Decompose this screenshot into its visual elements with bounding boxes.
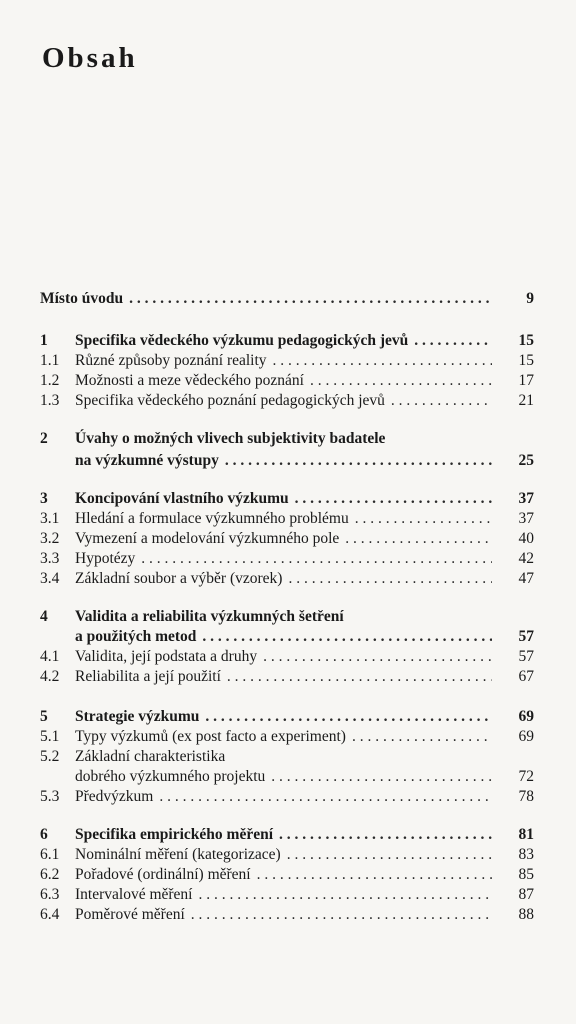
toc-entry-number: 5	[40, 708, 48, 725]
toc-entry-title: Základní soubor a výběr (vzorek)	[75, 570, 283, 587]
toc-entry-text-wrap	[75, 607, 536, 627]
toc-entry-number: 4	[40, 608, 48, 625]
toc-entry-page-number: 25	[518, 452, 534, 469]
toc-entry-number: 6	[40, 826, 48, 843]
toc-entry-number: 1.1	[40, 352, 60, 369]
toc-entry-number: 6.1	[40, 846, 60, 863]
dot-leader	[191, 905, 492, 925]
toc-entry	[0, 331, 576, 351]
toc-entry-text-wrap	[75, 905, 498, 925]
dot-leader	[273, 351, 492, 371]
toc-entry-page-number: 78	[518, 788, 534, 805]
toc-entry-number: 6.2	[40, 866, 60, 883]
toc-entry	[0, 351, 576, 371]
dot-leader	[257, 865, 492, 885]
toc-entry-title: na výzkumné výstupy	[75, 452, 219, 469]
toc-entry-number: 1	[40, 332, 48, 349]
toc-entry-text-wrap	[75, 787, 498, 807]
toc-entry-text-wrap	[75, 451, 498, 471]
toc-entry-page-number: 47	[518, 570, 534, 587]
dot-leader	[287, 845, 492, 865]
toc-entry-title: a použitých metod	[75, 628, 197, 645]
toc-entry-title: Hledání a formulace výzkumného problému	[75, 510, 349, 527]
toc-entry-text-wrap	[75, 845, 498, 865]
toc-entry-page-number: 69	[518, 728, 534, 745]
toc-entry-title: Vymezení a modelování výzkumného pole	[75, 530, 340, 547]
dot-leader	[205, 707, 492, 727]
toc-entry-page-number: 15	[518, 332, 534, 349]
toc-entry-number: 1.3	[40, 392, 60, 409]
toc-entry-number: 5.1	[40, 728, 60, 745]
toc-entry-text-wrap	[75, 509, 498, 529]
toc-entry	[0, 787, 576, 807]
toc-entry-title: Základní charakteristika	[75, 748, 226, 765]
toc-entry	[0, 429, 576, 449]
toc-entry	[0, 647, 576, 667]
toc-entry-number: 2	[40, 430, 48, 447]
toc-entry-text-wrap	[75, 489, 498, 509]
toc-entry-text-wrap	[75, 767, 498, 787]
toc-entry-title: Specifika vědeckého poznání pedagogických jevů	[75, 392, 385, 409]
dot-leader	[159, 787, 492, 807]
toc-entry	[0, 727, 576, 747]
dot-leader	[414, 331, 492, 351]
toc-entry-title: Předvýzkum	[75, 788, 154, 805]
toc-entry	[0, 607, 576, 627]
toc-entry-text-wrap	[75, 667, 498, 687]
toc-entry	[0, 489, 576, 509]
toc-entry-page-number: 9	[526, 290, 534, 307]
toc-entry-title: Nominální měření (kategorizace)	[75, 846, 281, 863]
toc-entry-text-wrap	[75, 429, 536, 449]
toc-entry-text-wrap	[75, 391, 498, 411]
toc-entry-number: 4.1	[40, 648, 60, 665]
toc-entry-text-wrap	[75, 371, 498, 391]
toc-entry-number: 4.2	[40, 668, 60, 685]
toc-entry-title: Různé způsoby poznání reality	[75, 352, 267, 369]
dot-leader	[271, 767, 492, 787]
dot-leader	[225, 451, 492, 471]
toc-entry-number: 1.2	[40, 372, 60, 389]
dot-leader	[279, 825, 492, 845]
toc-entry-number: 5.2	[40, 748, 60, 765]
toc-entry-page-number: 15	[518, 352, 534, 369]
toc-entry-page-number: 17	[518, 372, 534, 389]
toc-entry-title: Pořadové (ordinální) měření	[75, 866, 251, 883]
dot-leader	[141, 549, 492, 569]
toc-entry-title: Typy výzkumů (ex post facto a experiment)	[75, 728, 346, 745]
toc-entry-number: 3.2	[40, 530, 60, 547]
toc-entry	[0, 549, 576, 569]
toc-entry-text-wrap	[75, 569, 498, 589]
toc-entry-text-wrap	[75, 627, 498, 647]
toc-entry-text-wrap	[75, 351, 498, 371]
toc-entry-number: 6.4	[40, 906, 60, 923]
toc-entry	[0, 289, 576, 309]
toc-entry-page-number: 57	[518, 628, 534, 645]
toc-entry	[0, 767, 576, 787]
toc-entry	[0, 865, 576, 885]
toc-entry-title: Specifika empirického měření	[75, 826, 274, 843]
toc-entry	[0, 845, 576, 865]
toc-entry-title: Strategie výzkumu	[75, 708, 200, 725]
dot-leader	[288, 569, 492, 589]
toc-entry	[0, 569, 576, 589]
dot-leader	[391, 391, 492, 411]
toc-entry-title: Intervalové měření	[75, 886, 193, 903]
toc-entry-page-number: 88	[518, 906, 534, 923]
toc-entry-title: Úvahy o možných vlivech subjektivity badatele	[75, 430, 386, 447]
toc-entry	[0, 885, 576, 905]
toc-entry-text-wrap	[75, 707, 498, 727]
toc-entry-text-wrap	[75, 865, 498, 885]
toc-entry-title: Koncipování vlastního výzkumu	[75, 490, 289, 507]
toc-entry-text-wrap	[75, 727, 498, 747]
toc-entry-number: 6.3	[40, 886, 60, 903]
dot-leader	[345, 529, 492, 549]
toc-entry-number: 3.4	[40, 570, 60, 587]
toc-entry	[0, 451, 576, 471]
toc-entry-title: Validita a reliabilita výzkumných šetření	[75, 608, 344, 625]
toc-entry-text-wrap	[75, 885, 498, 905]
toc-entry-page-number: 87	[518, 886, 534, 903]
dot-leader	[202, 627, 492, 647]
toc-entry-title: dobrého výzkumného projektu	[75, 768, 266, 785]
toc-entry	[0, 509, 576, 529]
dot-leader	[198, 885, 492, 905]
toc-entry	[0, 529, 576, 549]
dot-leader	[310, 371, 492, 391]
toc-entry-title: Hypotézy	[75, 550, 136, 567]
toc-entry-page-number: 37	[518, 510, 534, 527]
toc-entry-number: 3	[40, 490, 48, 507]
toc-entry-page-number: 69	[518, 708, 534, 725]
toc-entry-page-number: 72	[518, 768, 534, 785]
toc-entry-number: 3.3	[40, 550, 60, 567]
page-title: Obsah	[42, 42, 138, 74]
toc-entry-title: Poměrové měření	[75, 906, 185, 923]
toc-entry-text-wrap	[75, 747, 536, 767]
toc-entry-page-number: 85	[518, 866, 534, 883]
toc-entry-page-number: 81	[518, 826, 534, 843]
toc-entry-page-number: 21	[518, 392, 534, 409]
toc-entry-title: Reliabilita a její použití	[75, 668, 221, 685]
toc-entry-page-number: 57	[518, 648, 534, 665]
toc-entry	[0, 667, 576, 687]
toc-entry-page-number: 83	[518, 846, 534, 863]
toc-entry-page-number: 67	[518, 668, 534, 685]
toc-entry	[0, 825, 576, 845]
toc-entry	[0, 627, 576, 647]
toc-entry-title: Validita, její podstata a druhy	[75, 648, 258, 665]
toc-entry-page-number: 42	[518, 550, 534, 567]
toc-entry-number: 5.3	[40, 788, 60, 805]
toc-entry-text-wrap	[40, 289, 498, 309]
dot-leader	[129, 289, 492, 309]
toc-entry	[0, 707, 576, 727]
toc-entry	[0, 391, 576, 411]
toc-entry	[0, 371, 576, 391]
dot-leader	[295, 489, 492, 509]
dot-leader	[263, 647, 492, 667]
toc-entry-title: Místo úvodu	[40, 290, 124, 307]
toc-entry-title: Možnosti a meze vědeckého poznání	[75, 372, 304, 389]
dot-leader	[227, 667, 492, 687]
toc-entry	[0, 905, 576, 925]
toc-entry-title: Specifika vědeckého výzkumu pedagogických jevů	[75, 332, 409, 349]
toc-entry-text-wrap	[75, 331, 498, 351]
toc-entry-text-wrap	[75, 529, 498, 549]
toc-entry-page-number: 40	[518, 530, 534, 547]
toc-entry-text-wrap	[75, 647, 498, 667]
toc-entry-page-number: 37	[518, 490, 534, 507]
dot-leader	[352, 727, 492, 747]
toc-entry-number: 3.1	[40, 510, 60, 527]
toc-entry-text-wrap	[75, 825, 498, 845]
dot-leader	[355, 509, 492, 529]
toc-entry	[0, 747, 576, 767]
toc-entry-text-wrap	[75, 549, 498, 569]
